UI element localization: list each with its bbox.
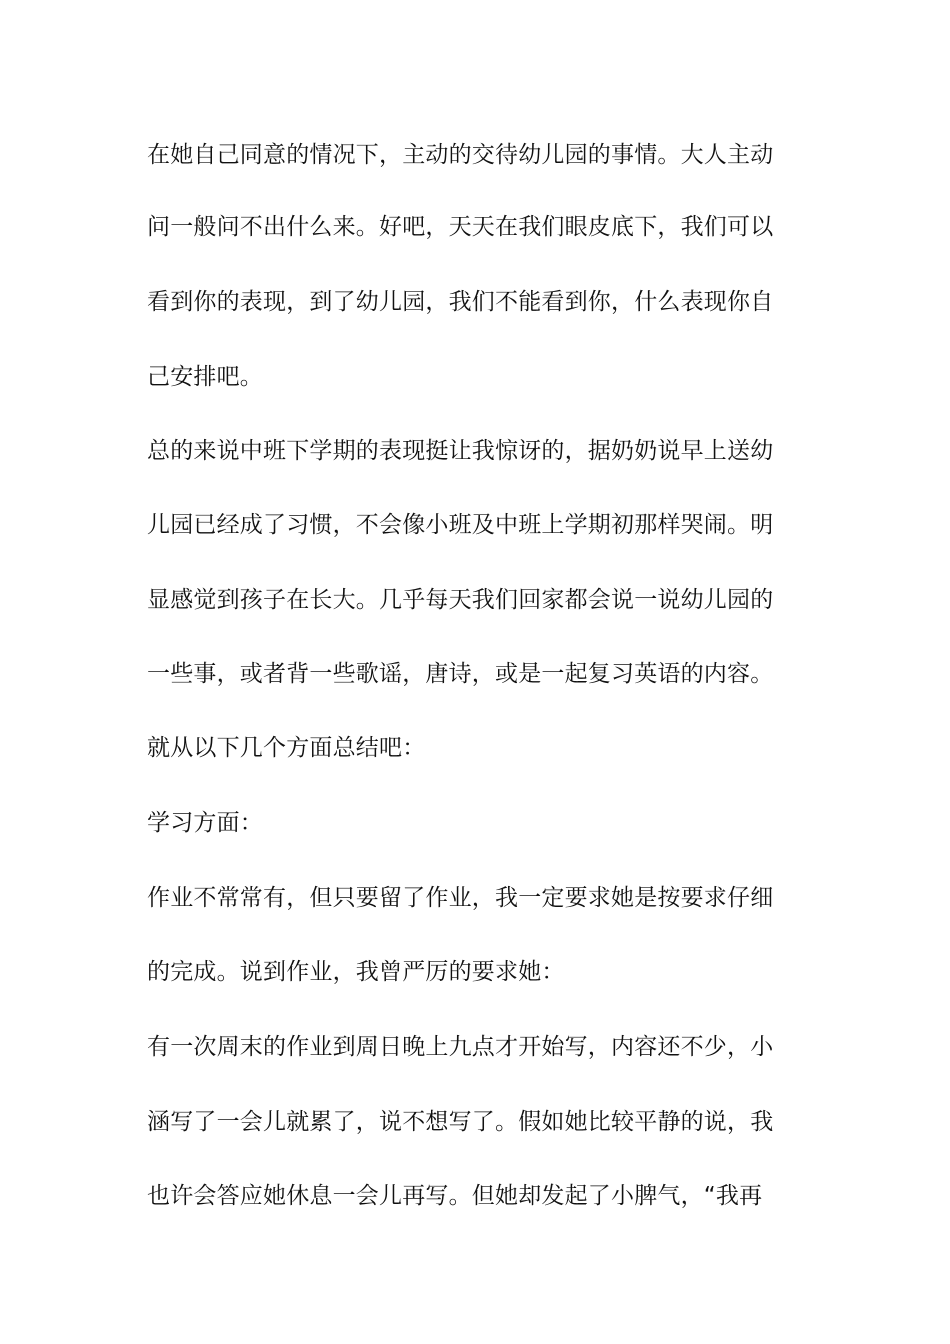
text-line-13: 有一次周末的作业到周日晚上九点才开始写，内容还不少，小 (147, 1034, 774, 1060)
text-line-15: 也许会答应她休息一会儿再写。但她却发起了小脾气，“我再 (147, 1183, 763, 1209)
text-line-6: 儿园已经成了习惯，不会像小班及中班上学期初那样哭闹。明 (147, 512, 774, 538)
text-line-5: 总的来说中班下学期的表现挺让我惊讶的，据奶奶说早上送幼 (147, 438, 774, 464)
text-line-1: 在她自己同意的情况下，主动的交待幼儿园的事情。大人主动 (147, 142, 774, 168)
section-heading-study: 学习方面： (147, 810, 263, 836)
text-line-11: 作业不常常有，但只要留了作业，我一定要求她是按要求仔细 (147, 885, 774, 911)
text-line-14: 涵写了一会儿就累了，说不想写了。假如她比较平静的说，我 (147, 1109, 774, 1135)
text-line-9: 就从以下几个方面总结吧： (147, 735, 426, 761)
text-line-4: 己安排吧。 (147, 364, 263, 390)
text-line-3: 看到你的表现，到了幼儿园，我们不能看到你，什么表现你自 (147, 289, 774, 315)
text-line-12: 的完成。说到作业，我曾严厉的要求她： (147, 959, 565, 985)
text-line-2: 问一般问不出什么来。好吧，天天在我们眼皮底下，我们可以 (147, 214, 774, 240)
text-line-7: 显感觉到孩子在长大。几乎每天我们回家都会说一说幼儿园的 (147, 587, 774, 613)
text-line-8: 一些事，或者背一些歌谣，唐诗，或是一起复习英语的内容。 (147, 661, 774, 687)
